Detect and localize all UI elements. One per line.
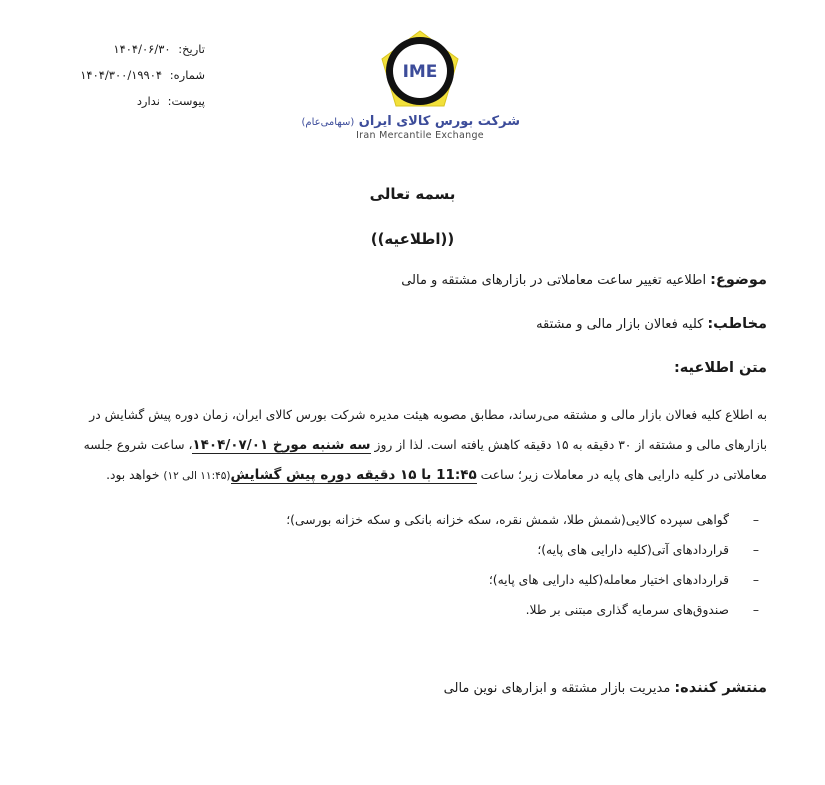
list-item-text: صندوق‌های سرمایه گذاری مبتنی بر طلا. bbox=[525, 603, 729, 617]
subject-line bbox=[401, 272, 767, 288]
attachment-value: ندارد bbox=[136, 94, 160, 108]
notice-title: ((اطلاعیه)) bbox=[370, 230, 455, 248]
list-item-text: گواهی سپرده کالایی(شمش طلا، شمش نقره، سکه خزانه بانکی و سکه خزانه بورسی)؛ bbox=[286, 513, 729, 527]
publisher-label: منتشر کننده: bbox=[674, 680, 767, 696]
body-line-3-end: خواهد بود. bbox=[106, 468, 164, 482]
effective-date-highlight: سه شنبه مورخ ۱۴۰۴/۰۷/۰۱ bbox=[192, 437, 371, 453]
session-time-range: (۱۱:۴۵ الی ۱۲) bbox=[163, 470, 231, 482]
subject-label: موضوع: bbox=[710, 272, 767, 288]
company-name-fa-main: شرکت بورس کالای ایران bbox=[358, 114, 520, 129]
audience-text: کلیه فعالان بازار مالی و مشتقه bbox=[536, 317, 704, 332]
body-line-1: به اطلاع کلیه فعالان بازار مالی و مشتقه می‌رساند، مطابق مصوبه هیئت مدیره شرکت بورس کالای ایران، زمان دوره پیش گشایش در bbox=[89, 408, 767, 422]
body-line-2-start: بازارهای مالی و مشتقه از ۳۰ دقیقه به ۱۵ دقیقه کاهش یافته است. لذا از روز bbox=[374, 438, 767, 452]
body-line-3-start: معاملاتی در کلیه دارایی های پایه در معاملات زیر؛ ساعت bbox=[480, 468, 767, 482]
list-item bbox=[286, 505, 767, 535]
body-line-2-end: ، ساعت شروع جلسه bbox=[83, 438, 193, 452]
affected-markets-list bbox=[286, 505, 767, 625]
date-label: تاریخ: bbox=[178, 42, 205, 56]
number-row bbox=[55, 62, 205, 88]
company-name-en: Iran Mercantile Exchange bbox=[356, 130, 484, 141]
list-item bbox=[286, 565, 767, 595]
dash-bullet-icon: – bbox=[752, 603, 760, 617]
start-time-highlight: 11:۴۵ با ۱۵ دقیقه دوره پیش گشایش bbox=[230, 467, 477, 483]
dash-bullet-icon: – bbox=[752, 513, 760, 527]
subject-text: اطلاعیه تغییر ساعت معاملاتی در بازارهای مشتقه و مالی bbox=[401, 273, 707, 288]
dash-bullet-icon: – bbox=[752, 573, 760, 587]
attachment-row bbox=[55, 88, 205, 114]
notice-body bbox=[56, 400, 767, 491]
company-name-fa bbox=[301, 114, 520, 129]
company-name-fa-suffix: (سهامی‌عام) bbox=[301, 117, 355, 128]
audience-line bbox=[536, 316, 767, 332]
basmala-heading: بسمه تعالی bbox=[369, 185, 456, 203]
company-logo bbox=[301, 28, 520, 158]
letter-meta bbox=[55, 36, 205, 114]
date-value: ۱۴۰۴/۰۶/۳۰ bbox=[113, 42, 171, 56]
list-item bbox=[286, 595, 767, 625]
body-line-2 bbox=[56, 430, 767, 460]
dash-bullet-icon: – bbox=[752, 543, 760, 557]
audience-label: مخاطب: bbox=[707, 316, 767, 332]
body-heading: متن اطلاعیه: bbox=[673, 360, 767, 376]
publisher-text: مدیریت بازار مشتقه و ابزارهای نوین مالی bbox=[443, 681, 671, 696]
date-row bbox=[55, 36, 205, 62]
logo-mark: IME bbox=[402, 62, 438, 82]
list-item-text: قراردادهای آتی(کلیه دارایی های پایه)؛ bbox=[537, 543, 729, 557]
attachment-label: پیوست: bbox=[167, 94, 205, 108]
number-label: شماره: bbox=[169, 68, 205, 82]
list-item-text: قراردادهای اختیار معامله(کلیه دارایی های پایه)؛ bbox=[488, 573, 729, 587]
publisher-line bbox=[444, 680, 767, 696]
body-line-3 bbox=[56, 460, 767, 491]
ime-emblem-icon bbox=[378, 28, 462, 112]
number-value: ۱۴۰۴/۳۰۰/۱۹۹۰۴ bbox=[80, 68, 163, 82]
list-item bbox=[286, 535, 767, 565]
